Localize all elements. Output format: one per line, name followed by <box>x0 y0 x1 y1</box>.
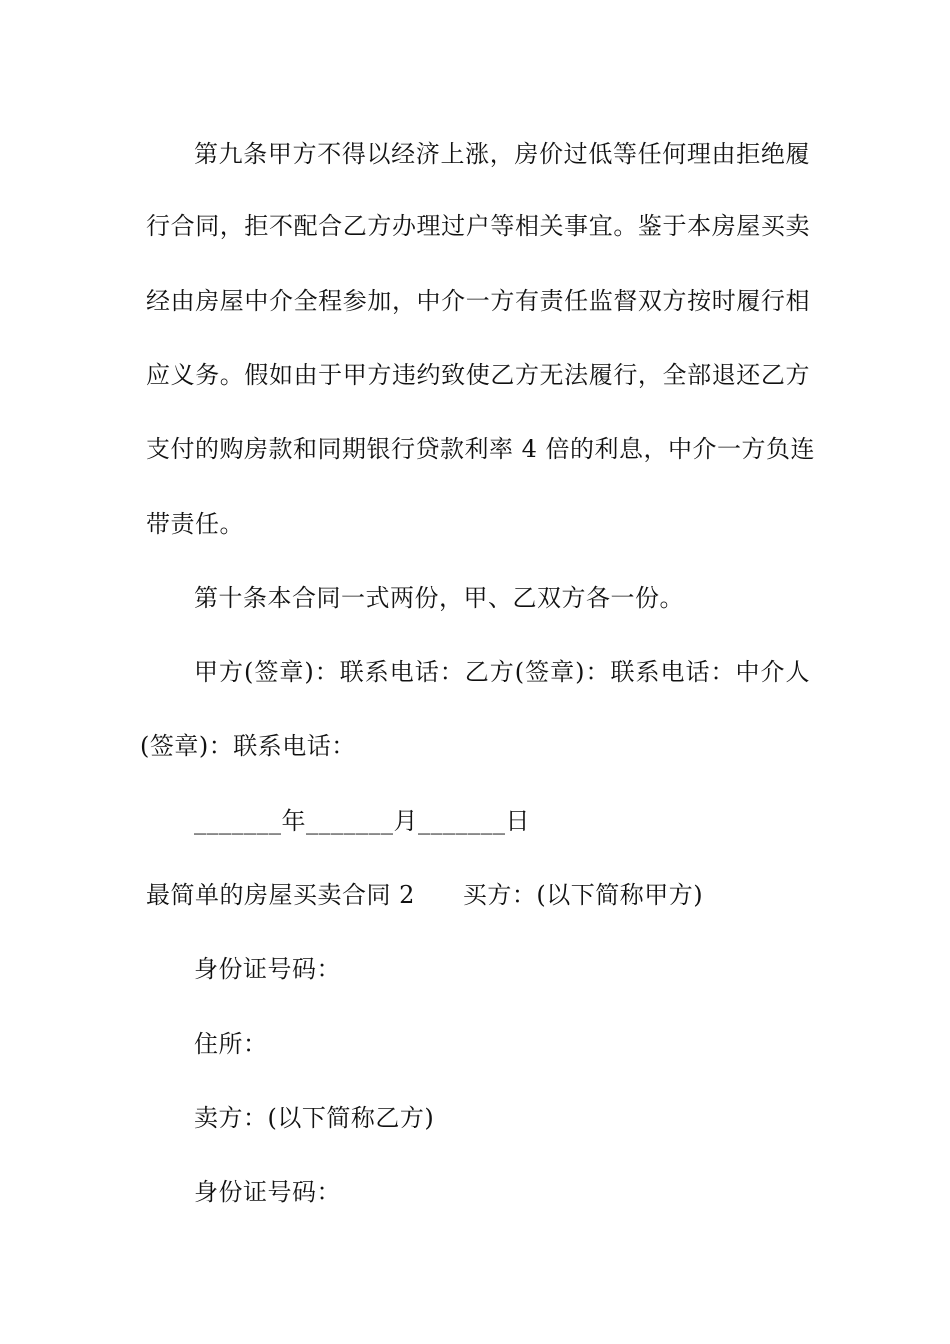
seller-id-label: 身份证号码： <box>194 1178 341 1206</box>
article-10: 第十条本合同一式两份，甲、乙双方各一份。 <box>194 584 684 612</box>
signature-line-2: (签章)：联系电话： <box>140 732 356 760</box>
article-9-line-1: 第九条甲方不得以经济上涨，房价过低等任何理由拒绝履 <box>194 140 810 168</box>
contract-2-title: 最简单的房屋买卖合同 2 <box>146 881 415 909</box>
buyer-address-label: 住所： <box>194 1030 268 1058</box>
signature-line-1: 甲方(签章)：联系电话：乙方(签章)：联系电话：中介人 <box>194 658 810 686</box>
article-9-line-2: 行合同，拒不配合乙方办理过户等相关事宜。鉴于本房屋买卖 <box>146 212 810 240</box>
article-9-line-6: 带责任。 <box>146 510 244 538</box>
article-9-line-4: 应义务。假如由于甲方违约致使乙方无法履行，全部退还乙方 <box>146 361 810 389</box>
buyer-label: 买方：(以下简称甲方) <box>462 881 704 909</box>
seller-label: 卖方：(以下简称乙方) <box>194 1104 435 1132</box>
article-9-line-3: 经由房屋中介全程参加，中介一方有责任监督双方按时履行相 <box>146 287 810 315</box>
buyer-id-label: 身份证号码： <box>194 955 341 983</box>
contract-2-heading <box>146 879 810 911</box>
article-9-line-5: 支付的购房款和同期银行贷款利率 4 倍的利息，中介一方负连 <box>146 435 816 463</box>
date-line: _______年_______月_______日 <box>194 807 530 835</box>
